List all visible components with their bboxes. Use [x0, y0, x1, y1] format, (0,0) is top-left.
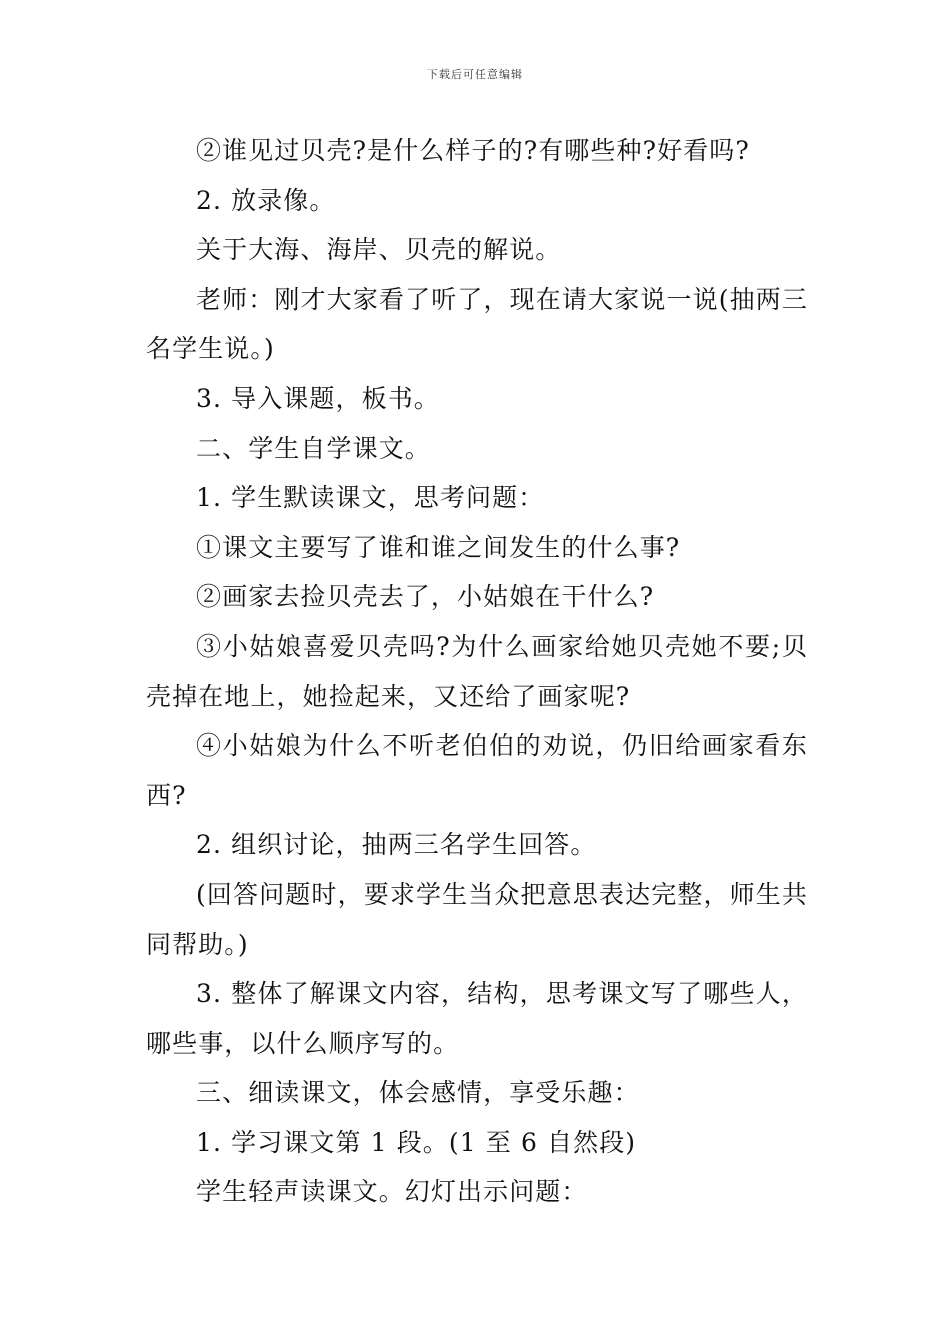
paragraph: ③小姑娘喜爱贝壳吗?为什么画家给她贝壳她不要;贝壳掉在地上，她捡起来，又还给了画家呢?: [146, 631, 808, 711]
paragraph: ④小姑娘为什么不听老伯伯的劝说，仍旧给画家看东西?: [146, 731, 808, 810]
paragraph: 老师：刚才大家看了听了，现在请大家说一说(抽两三名学生说。): [146, 284, 808, 364]
paragraph: 学生轻声读课文。幻灯出示问题：: [196, 1177, 588, 1207]
paragraph: 1. 学习课文第 1 段。(1 至 6 自然段): [196, 1127, 637, 1157]
paragraph: 2. 放录像。: [196, 185, 336, 215]
paragraph: ②画家去捡贝壳去了，小姑娘在干什么?: [196, 582, 655, 612]
paragraph: ①课文主要写了谁和谁之间发生的什么事?: [196, 532, 681, 562]
paragraph: 1. 学生默读课文，思考问题：: [196, 483, 545, 513]
paragraph: 3. 整体了解课文内容，结构，思考课文写了哪些人，哪些事，以什么顺序写的。: [146, 979, 808, 1058]
page-header: 下载后可任意编辑: [427, 68, 523, 81]
paragraph: 三、细读课文，体会感情，享受乐趣：: [196, 1078, 640, 1108]
paragraph: 2. 组织讨论，抽两三名学生回答。: [196, 830, 597, 860]
document-body: [146, 126, 808, 1217]
paragraph: 3. 导入课题，板书。: [196, 383, 440, 413]
paragraph: 关于大海、海岸、贝壳的解说。: [196, 235, 562, 265]
paragraph: ②谁见过贝壳?是什么样子的?有哪些种?好看吗?: [196, 136, 750, 165]
paragraph: (回答问题时，要求学生当众把意思表达完整，师生共同帮助。): [146, 879, 808, 959]
paragraph: 二、学生自学课文。: [196, 433, 431, 463]
